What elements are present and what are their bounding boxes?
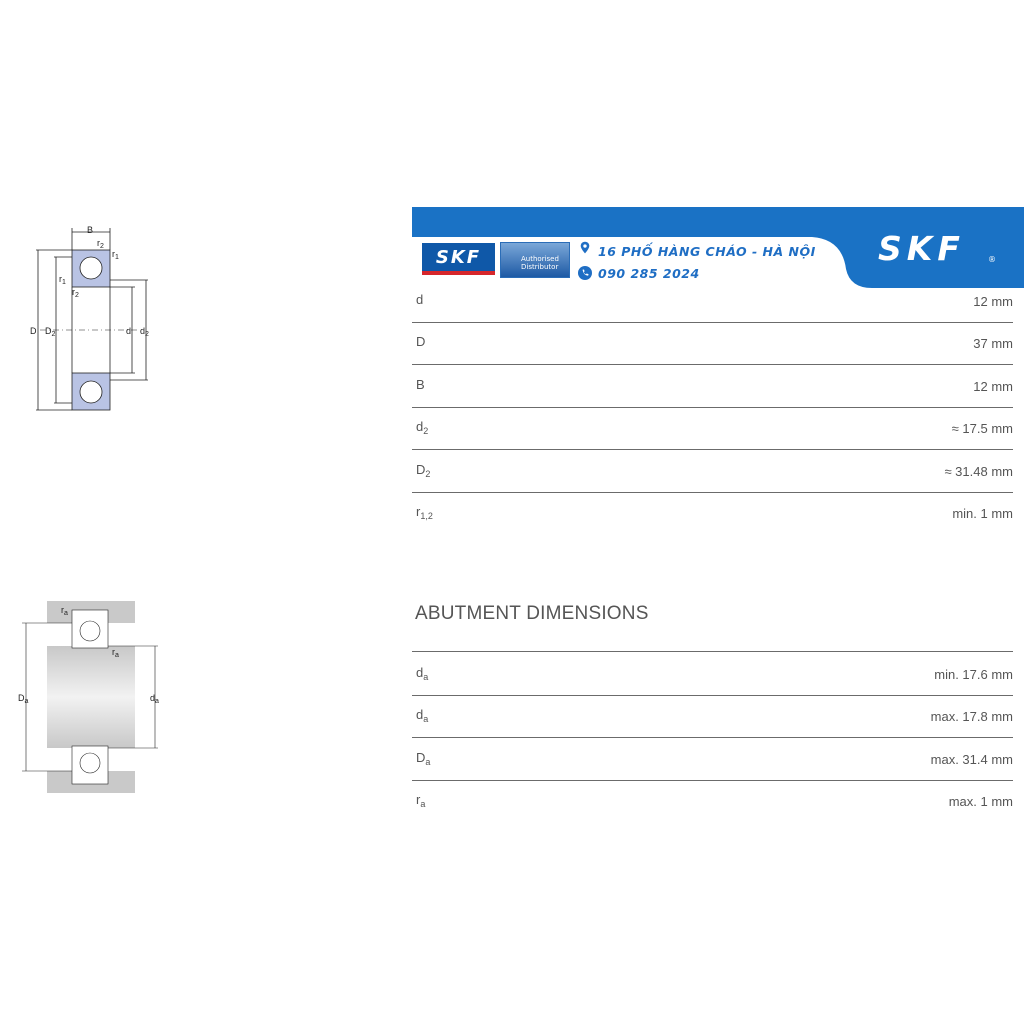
abutment-row xyxy=(412,738,1013,781)
label-r2-inner: $r_2$ xyxy=(72,287,79,299)
abutment-section-title: ABUTMENT DIMENSIONS xyxy=(415,603,649,624)
phone-icon xyxy=(578,266,592,280)
label-ra-top: $r_a$ xyxy=(61,605,68,617)
location-pin-icon xyxy=(578,241,592,255)
skf-brand-logo: SKF xyxy=(878,229,965,268)
dimension-key: $d_2$ xyxy=(416,419,429,436)
bearing-cross-section-drawing xyxy=(20,220,160,420)
abutment-key: $d_a$ xyxy=(416,707,429,724)
dimension-key: D xyxy=(416,334,426,349)
dimension-key: B xyxy=(416,377,425,392)
store-address: 16 PHỐ HÀNG CHÁO - HÀ NỘI xyxy=(598,244,816,259)
label-d2: $d_2$ xyxy=(140,326,149,338)
label-ra-right: $r_a$ xyxy=(112,647,119,659)
dimension-value: 12 mm xyxy=(973,294,1013,309)
label-Da: $D_a$ xyxy=(18,693,29,705)
abutment-value: max. 1 mm xyxy=(948,794,1013,809)
store-phone: 090 285 2024 xyxy=(598,266,700,281)
abutment-value: max. 17.8 mm xyxy=(930,709,1013,724)
dimension-row xyxy=(412,492,1013,534)
label-d: d xyxy=(126,326,132,336)
abutment-key: $r_a$ xyxy=(416,792,426,809)
abutment-value: min. 17.6 mm xyxy=(934,667,1013,682)
abutment-key: $D_a$ xyxy=(416,750,431,767)
label-D2: $D_2$ xyxy=(45,326,56,338)
dimension-key: $D_2$ xyxy=(416,462,431,479)
dimension-row xyxy=(412,407,1013,450)
dimension-row xyxy=(412,280,1013,323)
abutment-value: max. 31.4 mm xyxy=(930,752,1013,767)
abutment-drawing xyxy=(16,598,166,798)
dimension-value: ≈ 17.5 mm xyxy=(951,421,1013,436)
label-D: D xyxy=(30,326,37,336)
dimension-value: 37 mm xyxy=(973,336,1013,351)
abutment-row xyxy=(412,695,1013,738)
section-divider xyxy=(412,651,1013,652)
dimension-row xyxy=(412,365,1013,408)
abutment-row xyxy=(412,653,1013,696)
label-da: $d_a$ xyxy=(150,693,159,705)
dimension-value: min. 1 mm xyxy=(952,506,1013,521)
label-r1-inner: $r_1$ xyxy=(59,274,66,286)
authorised-label: Authorised xyxy=(521,255,559,263)
registered-mark: ® xyxy=(988,255,996,264)
dimension-row xyxy=(412,322,1013,365)
authorised-distributor-badge xyxy=(500,242,570,278)
dimension-row xyxy=(412,450,1013,493)
dimension-key: $r_{1,2}$ xyxy=(416,504,433,521)
label-r2-top: $r_2$ xyxy=(97,238,104,250)
abutment-key: $d_a$ xyxy=(416,665,429,682)
dimension-value: ≈ 31.48 mm xyxy=(944,464,1013,479)
dimension-key: d xyxy=(416,292,424,307)
distributor-label: Distributor xyxy=(521,263,559,271)
label-r1-top: $r_1$ xyxy=(112,249,119,261)
label-B: B xyxy=(87,225,94,235)
dimension-value: 12 mm xyxy=(973,379,1013,394)
abutment-row xyxy=(412,780,1013,822)
skf-badge-logo: SKF xyxy=(422,243,495,275)
